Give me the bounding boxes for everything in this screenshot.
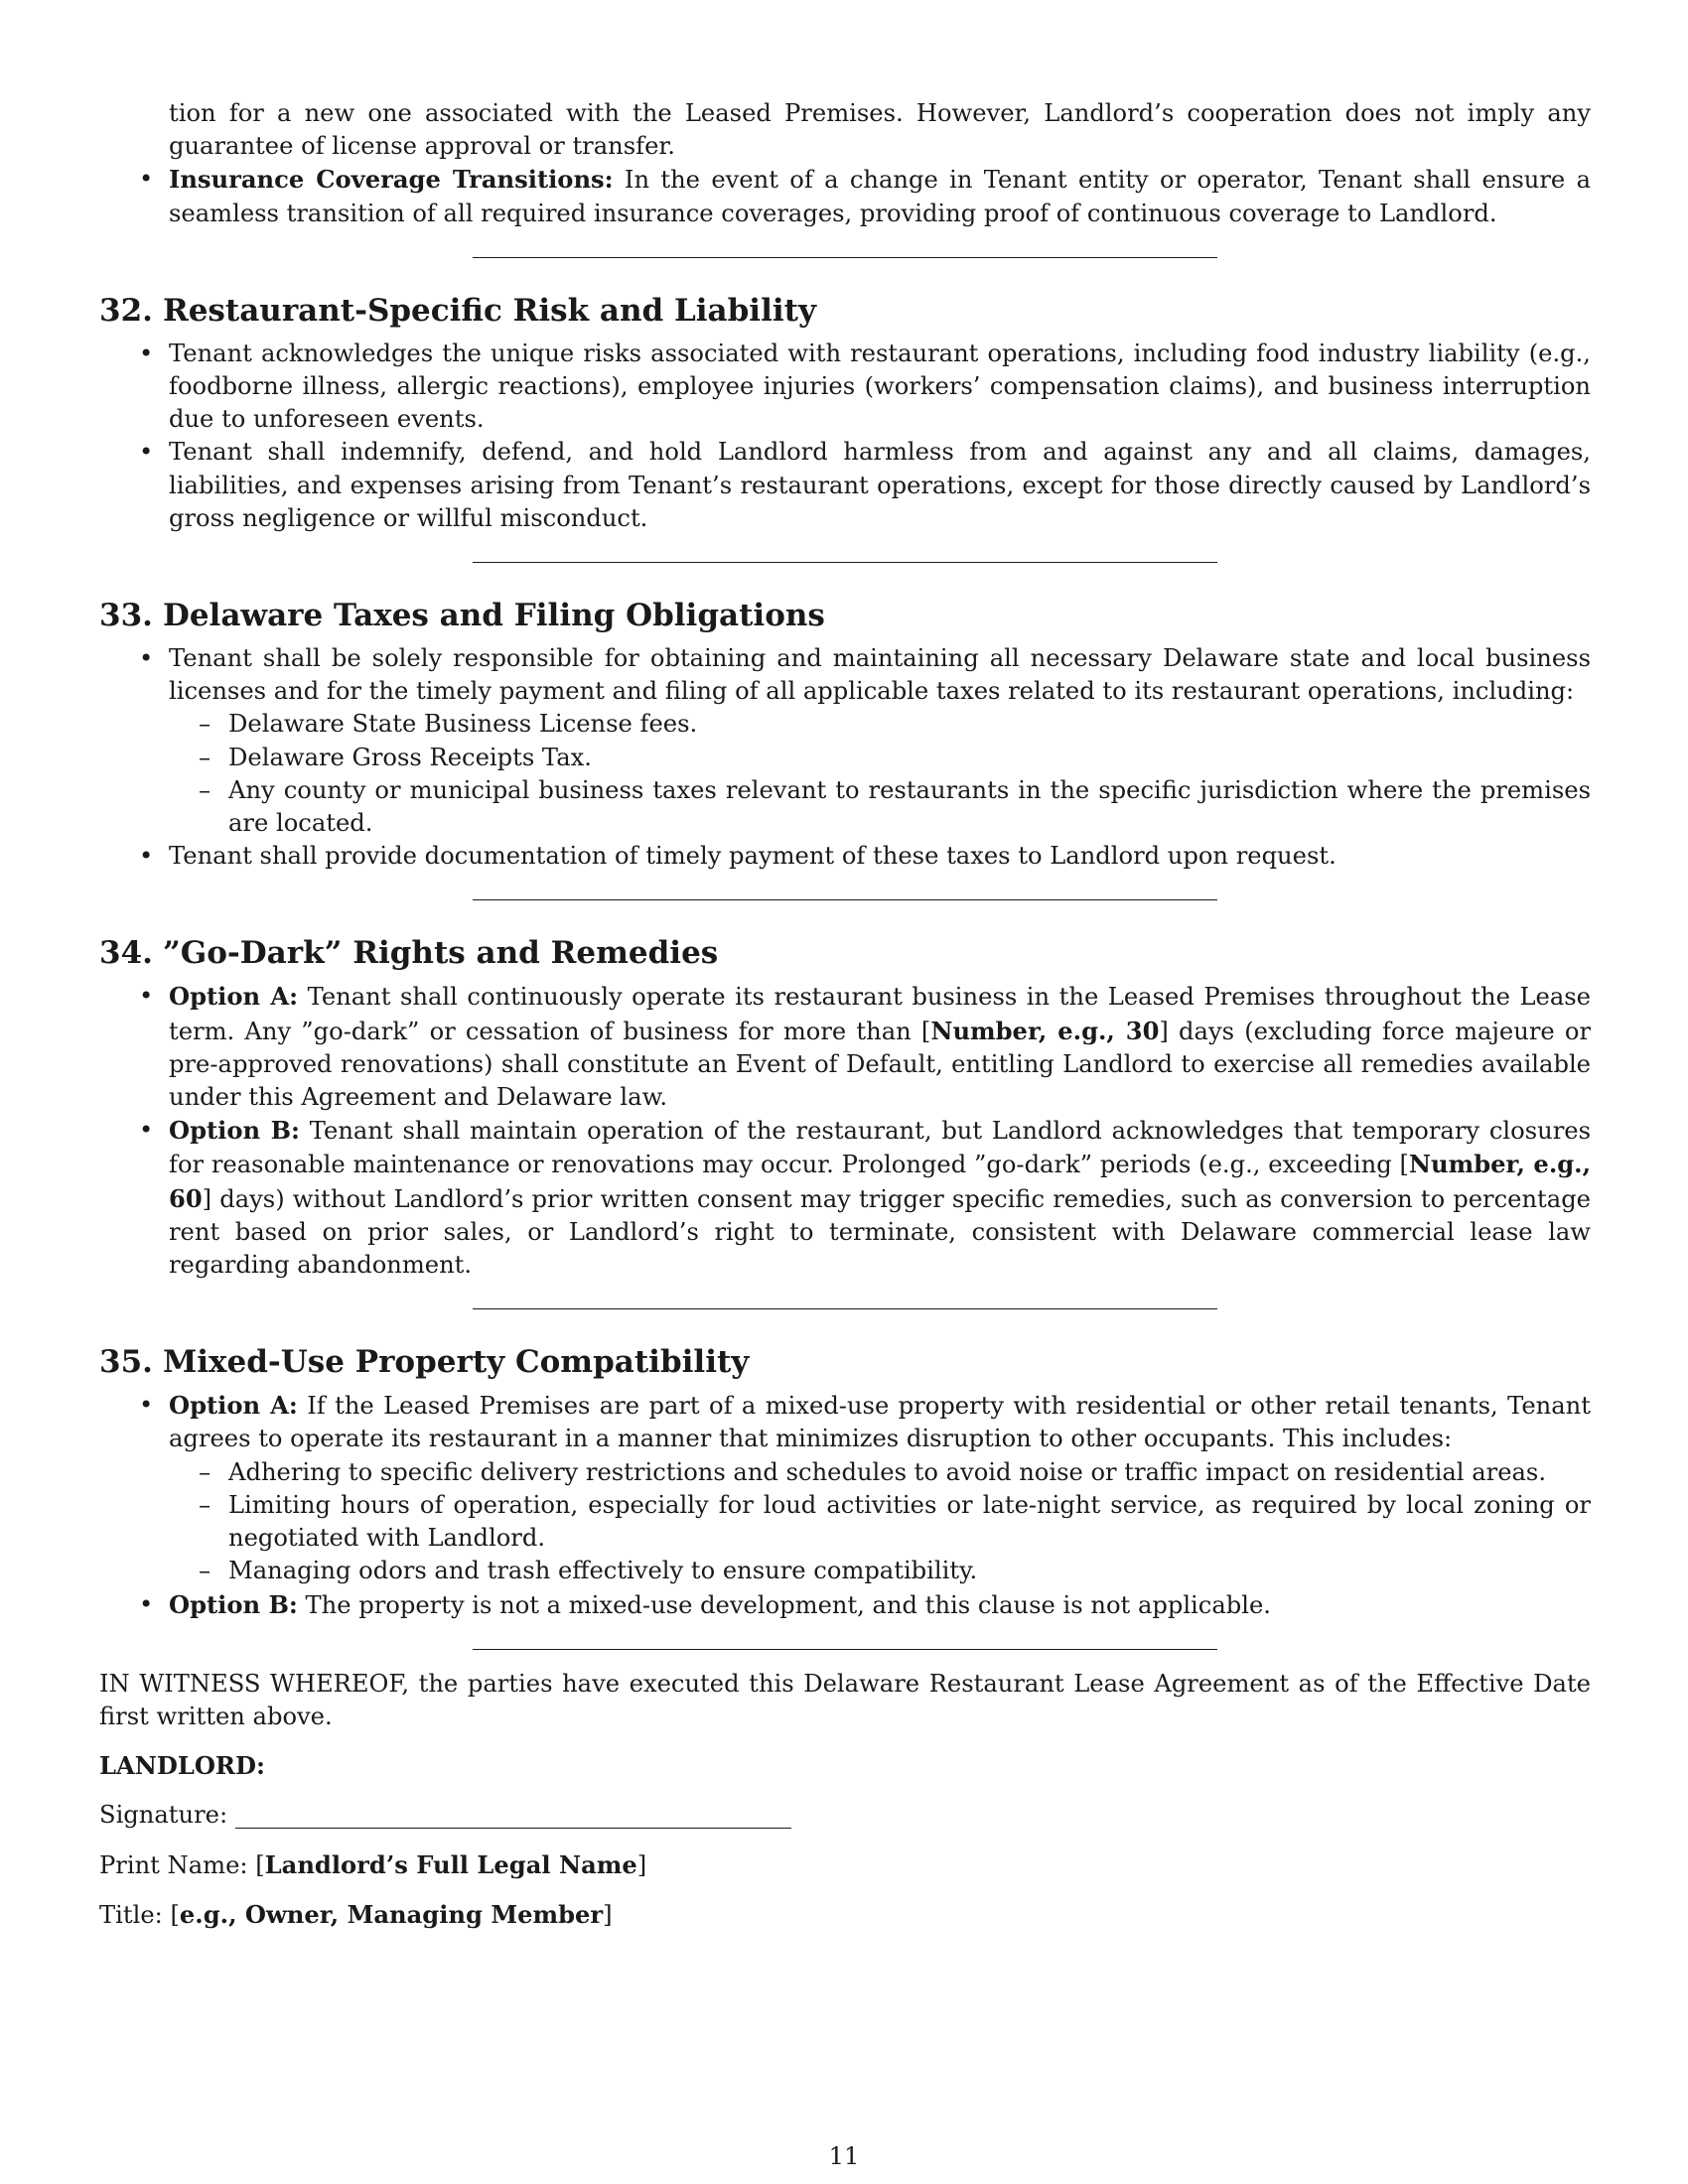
sub-list-item: – Delaware State Business License fees.	[169, 708, 1591, 741]
option-b-item: • Option B: Tenant shall maintain operation of the restaurant, but Landlord acknowledges that temporary closures for reasonable maintenance or renovations may occur. Prolonged ”go-dark” periods (e.g., exceeding [Number, e.g., 60] days) without Landlord’s prior written consent may trigger specific remedies, such as conversion to percentage rent based on prior sales, or Landlord’s right to terminate, consistent with Delaware commercial lease law regarding abandonment.	[99, 1114, 1591, 1282]
page-number: 11	[828, 2142, 860, 2170]
print-name-line: Print Name: [Landlord’s Full Legal Name]	[99, 1849, 647, 1879]
document-page	[99, 97, 1591, 1932]
sub-list-item: – Any county or municipal business taxes relevant to restaurants in the specific jurisdiction where the premises are located.	[169, 774, 1591, 840]
option-b-item: • Option B: The property is not a mixed-use development, and this clause is not applicable.	[99, 1588, 1591, 1622]
section-32-bullets	[99, 338, 1591, 535]
title-line: Title: [e.g., Owner, Managing Member]	[99, 1899, 613, 1929]
witness-paragraph: IN WITNESS WHEREOF, the parties have executed this Delaware Restaurant Lease Agreement as of the Effective Date first written above.	[99, 1669, 1591, 1730]
insurance-bullet	[99, 163, 1591, 229]
insurance-text: In the event of a change in Tenant entity or operator, Tenant shall ensure a seamless transition of all required insurance coverages, providing proof of continuous coverage to Landlord.	[169, 166, 1591, 227]
sub-list-item: – Delaware Gross Receipts Tax.	[169, 742, 1591, 774]
section-35-bullets	[99, 1389, 1591, 1621]
section-34-bullets	[99, 980, 1591, 1282]
sub-list-item: – Limiting hours of operation, especially for loud activities or late-night service, as required by local zoning or negotiated with Landlord.	[169, 1489, 1591, 1555]
list-item: • Tenant shall provide documentation of timely payment of these taxes to Landlord upon request.	[99, 840, 1591, 873]
landlord-heading: LANDLORD:	[99, 1751, 265, 1781]
option-a-item: • Option A: If the Leased Premises are part of a mixed-use property with residential or other retail tenants, Tenant agrees to operate its restaurant in a manner that minimizes disruption to other occupants. This includes: – Adhering to specific delivery restrictions and schedules to avoid noise or traffic impact on residential areas. – Limiting hours of operation, especially for loud activities or late-night service, as required by local zoning or negotiated with Landlord. – Managing odors and trash effectively to ensure compatibility.	[99, 1389, 1591, 1587]
tax-sublist	[99, 708, 1591, 840]
section-35-heading: 35. Mixed-Use Property Compatibility	[99, 1344, 750, 1381]
list-item: • Tenant shall indemnify, defend, and hold Landlord harmless from and against any and all claims, damages, liabilities, and expenses arising from Tenant’s restaurant operations, except for those directly caused by Landlord’s gross negligence or willful misconduct.	[99, 436, 1591, 535]
section-34-heading: 34. ”Go-Dark” Rights and Remedies	[99, 935, 719, 972]
option-a-item: • Option A: Tenant shall continuously operate its restaurant business in the Leased Premises throughout the Lease term. Any ”go-dark” or cessation of business for more than [Number, e.g., 30] days (excluding force majeure or pre-approved renovations) shall constitute an Event of Default, entitling Landlord to exercise all remedies available under this Agreement and Delaware law.	[99, 980, 1591, 1114]
signature-line: Signature:	[99, 1799, 1591, 1832]
section-32-heading: 32. Restaurant-Specific Risk and Liability	[99, 292, 816, 329]
section-33-heading: 33. Delaware Taxes and Filing Obligations	[99, 598, 825, 634]
intro-bullets	[99, 163, 1591, 229]
sub-list-item: – Adhering to specific delivery restrictions and schedules to avoid noise or traffic impact on residential areas.	[169, 1456, 1591, 1489]
license-continuation: tion for a new one associated with the Leased Premises. However, Landlord’s cooperation does not imply any guarantee of license approval or transfer.	[169, 99, 1591, 161]
mixed-use-sublist	[99, 1456, 1591, 1588]
list-item: • Tenant shall be solely responsible for obtaining and maintaining all necessary Delaware state and local business licenses and for the timely payment and filing of all applicable taxes related to its restaurant operations, including: – Delaware State Business License fees. – Delaware Gross Receipts Tax. – Any county or municipal business taxes relevant to restaurants in the specific jurisdiction where the premises are located.	[99, 642, 1591, 840]
list-item: • Tenant acknowledges the unique risks associated with restaurant operations, including food industry liability (e.g., foodborne illness, allergic reactions), employee injuries (workers’ compensation claims), and business interruption due to unforeseen events.	[99, 338, 1591, 437]
sub-list-item: – Managing odors and trash effectively to ensure compatibility.	[169, 1555, 1591, 1587]
signature-blank[interactable]	[235, 1804, 791, 1829]
section-33-bullets	[99, 642, 1591, 873]
insurance-label: Insurance Coverage Transitions:	[169, 165, 614, 195]
